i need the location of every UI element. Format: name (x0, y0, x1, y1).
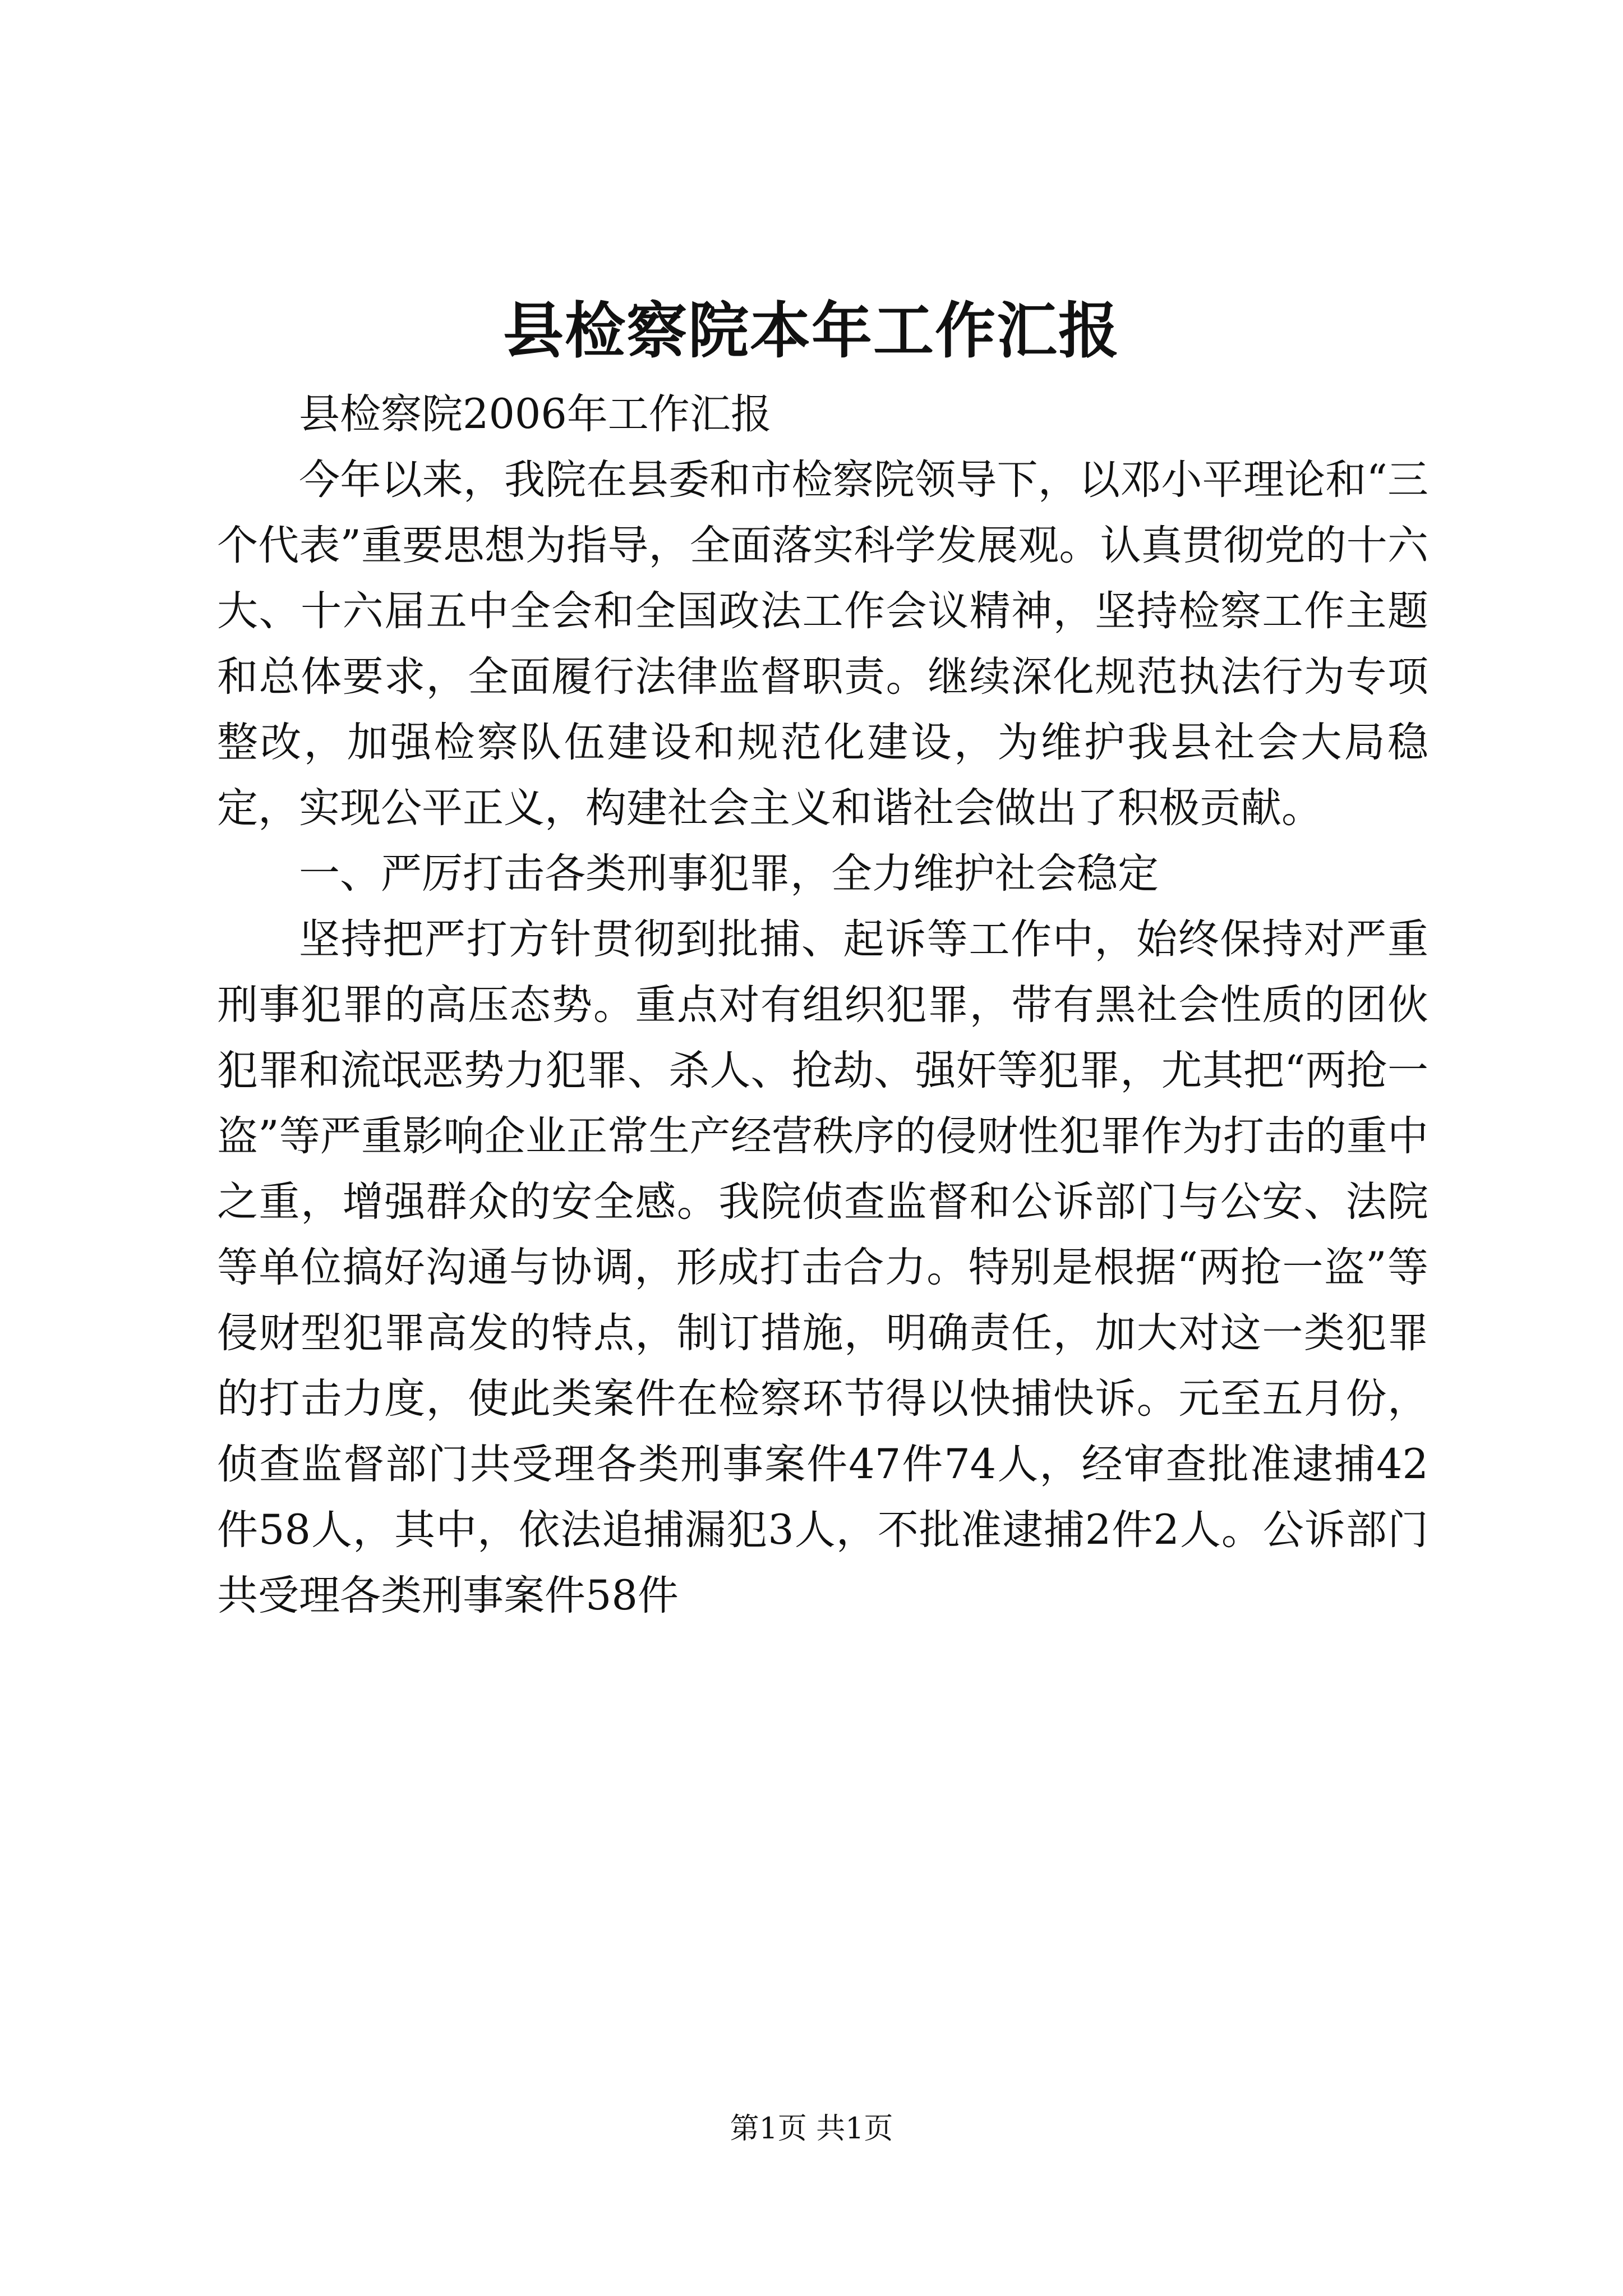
document-body (217, 381, 1428, 1628)
document-title: 县检察院本年工作汇报 (502, 296, 1120, 366)
paragraph-subtitle: 县检察院2006年工作汇报 (299, 390, 772, 438)
section-heading-1: 一、严厉打击各类刑事犯罪，全力维护社会稳定 (299, 850, 1159, 898)
paragraph-section-1: 坚持把严打方针贯彻到批捕、起诉等工作中，始终保持对严重刑事犯罪的高压态势。重点对有组织犯罪，带有黑社会性质的团伙犯罪和流氓恶势力犯罪、杀人、抢劫、强奸等犯罪，尤其把“两抢一盗”等严重影响企业正常生产经营秩序的侵财性犯罪作为打击的重中之重，增强群众的安全感。我院侦查监督和公诉部门与公安、法院等单位搞好沟通与协调，形成打击合力。特别是根据“两抢一盗”等侵财型犯罪高发的特点，制订措施，明确责任，加大对这一类犯罪的打击力度，使此类案件在检察环节得以快捕快诉。元至五月份，侦查监督部门共受理各类刑事案件47件74人，经审查批准逮捕42件58人，其中，依法追捕漏犯3人，不批准逮捕2件2人。公诉部门共受理各类刑事案件58件 (217, 915, 1428, 1619)
page-footer: 第1页 共1页 (730, 2112, 893, 2146)
paragraph-intro: 今年以来，我院在县委和市检察院领导下，以邓小平理论和“三个代表”重要思想为指导，全面落实科学发展观。认真贯彻党的十六大、十六届五中全会和全国政法工作会议精神，坚持检察工作主题和总体要求，全面履行法律监督职责。继续深化规范执法行为专项整改，加强检察队伍建设和规范化建设，为维护我县社会大局稳定，实现公平正义，构建社会主义和谐社会做出了积极贡献。 (217, 456, 1428, 832)
